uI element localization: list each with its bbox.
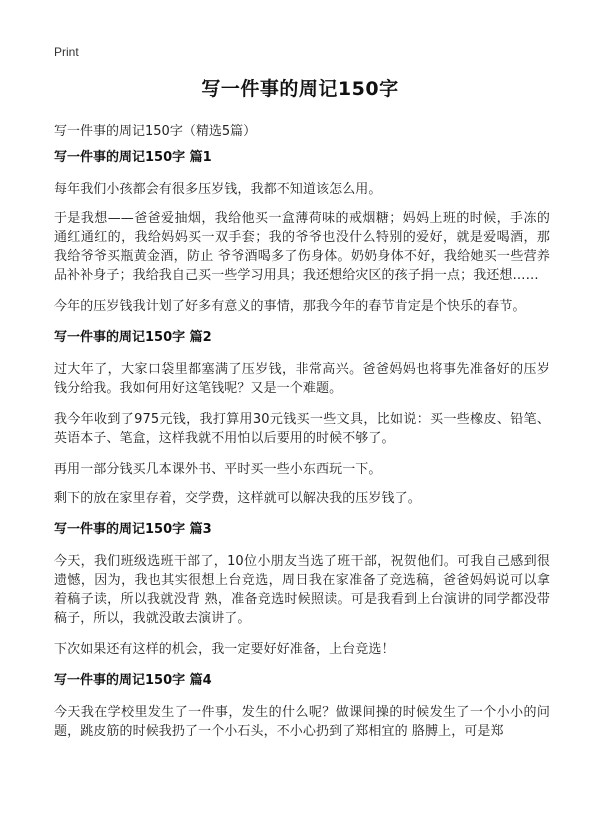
print-label[interactable]: Print xyxy=(54,45,79,59)
section-heading-2: 写一件事的周记150字 篇2 xyxy=(54,330,212,345)
document-title: 写一件事的周记150字 xyxy=(201,78,399,100)
paragraph: 于是我想——爸爸爱抽烟，我给他买一盒薄荷味的戒烟糖；妈妈上班的时候，手冻的通红通红的，我给妈妈买一双手套；我的爷爷也没什么特别的爱好，就是爱喝酒，那我给爷爷买瓶黄金酒，防止 爷爷酒喝多了伤身体。奶奶身体不好，我给她买一些营养品补补身子；我给我自己买一些学习用具；我还想给灾区的孩子捐一点；我还想…… xyxy=(54,211,550,283)
document-body xyxy=(54,148,550,753)
section-heading-3: 写一件事的周记150字 篇3 xyxy=(54,522,212,537)
paragraph: 每年我们小孩都会有很多压岁钱，我都不知道该怎么用。 xyxy=(54,182,382,197)
paragraph: 今年的压岁钱我计划了好多有意义的事情，那我今年的春节肯定是个快乐的春节。 xyxy=(54,299,526,314)
document-subtitle: 写一件事的周记150字（精选5篇） xyxy=(54,124,257,139)
paragraph: 我今年收到了975元钱，我打算用30元钱买一些文具，比如说：买一些橡皮、铅笔、英语本子、笔盒，这样我就不用怕以后要用的时候不够了。 xyxy=(54,412,550,446)
paragraph: 今天我在学校里发生了一件事，发生的什么呢？做课间操的时候发生了一个小小的问题，跳皮筋的时候我扔了一个小石头，不小心扔到了郑相宜的 胳膊上，可是郑 xyxy=(54,705,550,739)
section-heading-1: 写一件事的周记150字 篇1 xyxy=(54,150,212,165)
section-heading-4: 写一件事的周记150字 篇4 xyxy=(54,673,212,688)
paragraph: 过大年了，大家口袋里都塞满了压岁钱，非常高兴。爸爸妈妈也将事先准备好的压岁钱分给我。我如何用好这笔钱呢？又是一个难题。 xyxy=(54,362,550,396)
paragraph: 下次如果还有这样的机会，我一定要好好准备，上台竞选！ xyxy=(54,642,395,657)
paragraph: 再用一部分钱买几本课外书、平时买一些小东西玩一下。 xyxy=(54,462,382,477)
paragraph: 剩下的放在家里存着，交学费，这样就可以解决我的压岁钱了。 xyxy=(54,491,421,506)
paragraph: 今天，我们班级选班干部了，10位小朋友当选了班干部，祝贺他们。可我自己感到很遗憾，因为，我也其实很想上台竞选，周日我在家准备了竞选稿，爸爸妈妈说可以拿着稿子读，所以我就没背 熟，准备竞选时候照读。可是我看到上台演讲的同学都没带稿子，所以，我就没敢去演讲了。 xyxy=(54,554,550,626)
